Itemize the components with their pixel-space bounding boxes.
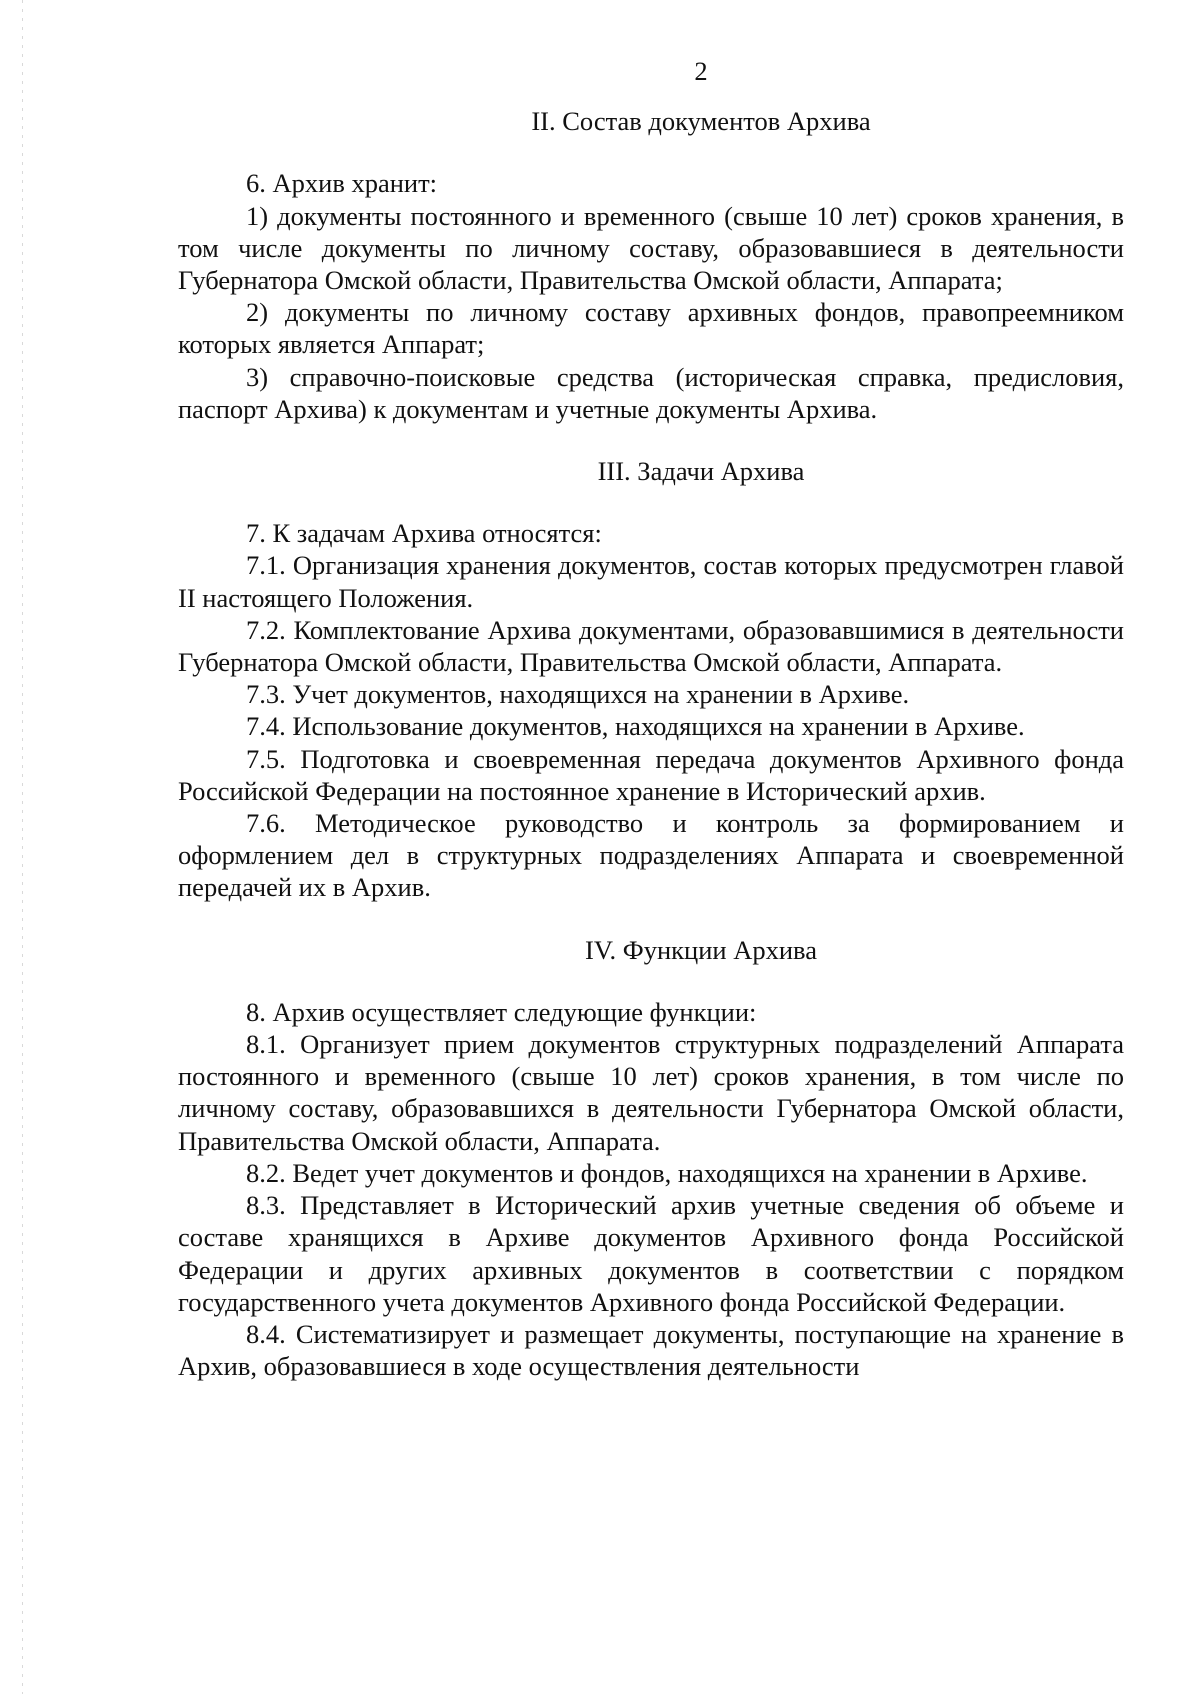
paragraph: 7. К задачам Архива относятся: [246,518,602,549]
document-page [178,55,1124,1382]
paragraph: 8.1. Организует прием документов структурных подразделений Аппарата постоянного и временного (свыше 10 лет) сроков хранения, в том числе по личному составу, образовавшихся в деятельности Губернатора Омской области, Правительства Омской области, Аппарата. [178,1029,1124,1156]
paragraph: 8. Архив осуществляет следующие функции: [246,996,757,1027]
paragraph: 6. Архив хранит: [246,168,438,199]
paragraph: 7.2. Комплектование Архива документами, образовавшимися в деятельности Губернатора Омской области, Правительства Омской области, Аппарата. [178,614,1124,678]
paragraph: 7.3. Учет документов, находящихся на хранении в Архиве. [246,679,910,710]
paragraph: 7.5. Подготовка и своевременная передача документов Архивного фонда Российской Федерации на постоянное хранение в Исторический архив. [178,743,1124,806]
paragraph: 8.4. Систематизирует и размещает документы, поступающие на хранение в Архив, образовавшиеся в ходе осуществления деятельности [178,1318,1124,1382]
paragraph: 1) документы постоянного и временного (свыше 10 лет) сроков хранения, в том числе документы по личному составу, образовавшиеся в деятельности Губернатора Омской области, Правительства Омской области, Аппарата; [178,200,1124,296]
paragraph: 7.1. Организация хранения документов, состав которых предусмотрен главой II настоящего Положения. [178,550,1124,613]
section-heading-3: III. Задачи Архива [597,456,805,487]
section-heading-4: IV. Функции Архива [585,934,817,965]
paragraph: 3) справочно-поисковые средства (историческая справка, предисловия, паспорт Архива) к документам и учетные документы Архива. [178,361,1124,424]
section-heading-2: II. Состав документов Архива [531,106,871,137]
scan-margin-line [22,0,23,1694]
paragraph: 8.3. Представляет в Исторический архив учетные сведения об объеме и составе хранящихся в Архиве документов Архивного фонда Российской Федерации и других архивных документов в соответствии с порядком государственного учета документов Архивного фонда Российской Федерации. [178,1190,1124,1317]
paragraph: 7.4. Использование документов, находящихся на хранении в Архиве. [246,711,1025,742]
paragraph: 7.6. Методическое руководство и контроль за формированием и оформлением дел в структурных подразделениях Аппарата и своевременной передачей их в Архив. [178,808,1124,903]
paragraph: 8.2. Ведет учет документов и фондов, находящихся на хранении в Архиве. [246,1157,1088,1188]
paragraph: 2) документы по личному составу архивных фондов, правопреемником которых является Аппарат; [178,297,1124,360]
page-number: 2 [694,56,708,86]
